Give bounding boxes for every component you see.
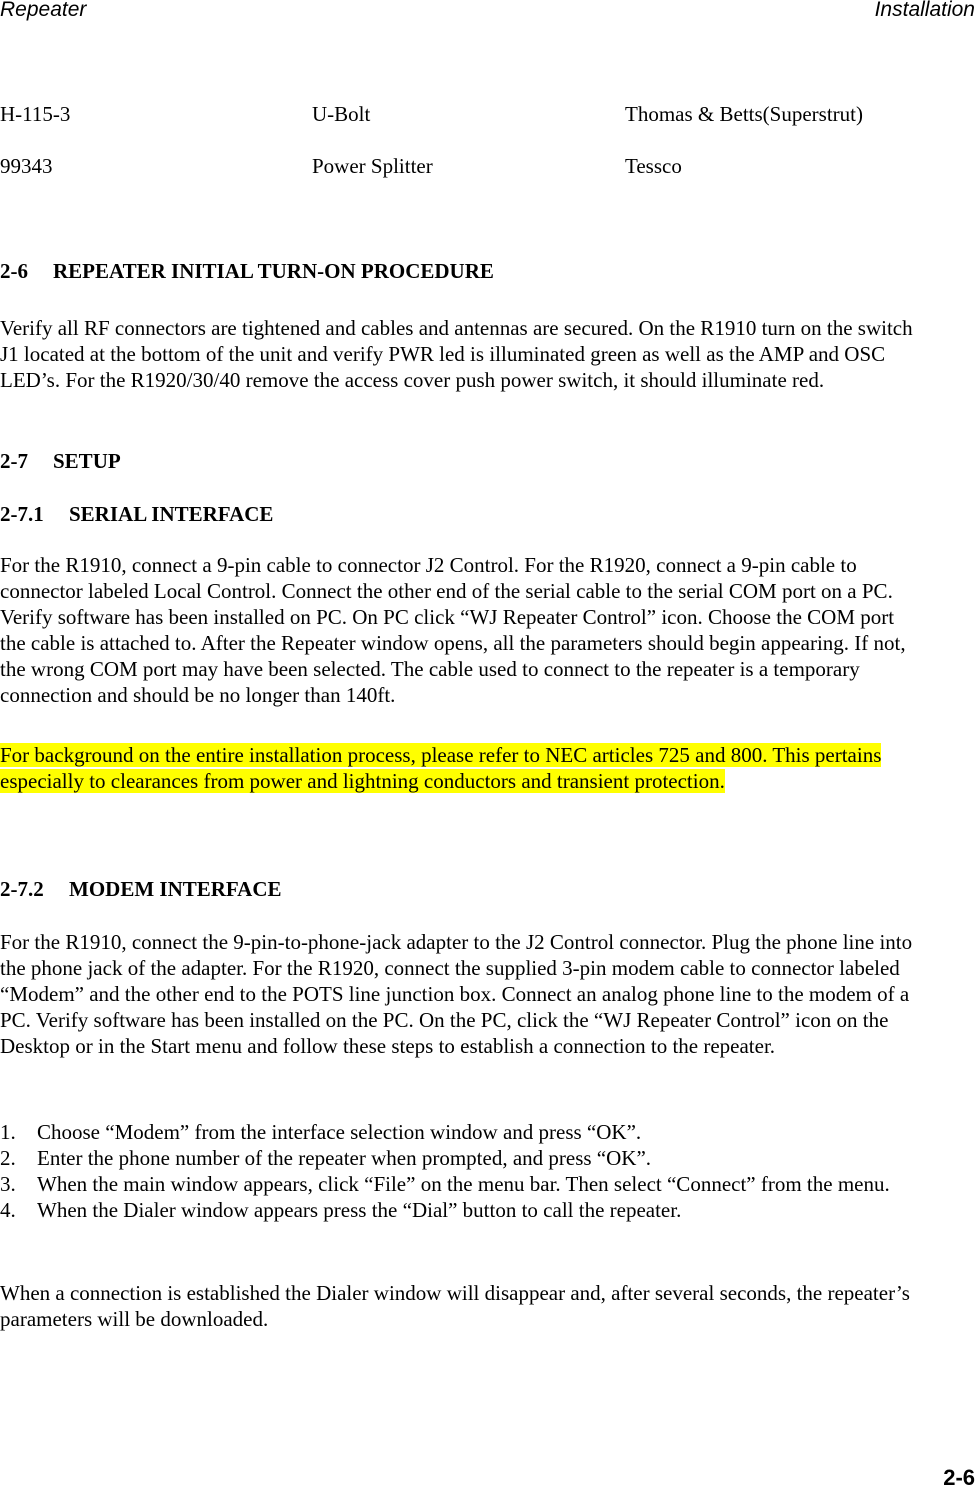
section-2-7-1-body: For the R1910, connect a 9-pin cable to connector J2 Control. For the R1920, connect a 9-pin cable to connector labeled Local Control. Connect the other end of the serial cable to the serial COM port on a PC. Verify software has been installed on PC. On PC click “WJ Repeater Control” icon. Choose the COM port the cable is attached to. After the Repeater window opens, all the parameters should begin appearing. If not, the wrong COM port may have been selected. The cable used to connect to the repeater is a temporary connection and should be no longer than 140ft. [0, 553, 906, 707]
parts-table [0, 101, 975, 205]
section-number: 2-7 [0, 449, 28, 473]
highlighted-note-text: For background on the entire installation process, please refer to NEC articles 725 and 800. This pertains especially to clearances from power and lightning conductors and transient protection. [0, 743, 882, 793]
page-number: 2-6 [943, 1465, 975, 1490]
step-number: 2. [0, 1146, 16, 1170]
step-text: When the main window appears, click “File” on the menu bar. Then select “Connect” from the menu. [37, 1172, 890, 1196]
part-description: U-Bolt [312, 102, 371, 126]
parts-row [0, 153, 975, 205]
part-description: Power Splitter [312, 154, 433, 178]
step-text: When the Dialer window appears press the “Dial” button to call the repeater. [37, 1198, 682, 1222]
section-title: MODEM INTERFACE [69, 877, 282, 901]
step-number: 4. [0, 1198, 16, 1222]
part-number: H-115-3 [0, 102, 71, 126]
step-number: 3. [0, 1172, 16, 1196]
list-item [0, 1145, 915, 1171]
section-title: SERIAL INTERFACE [69, 502, 274, 526]
part-vendor: Tessco [625, 154, 682, 178]
list-item [0, 1197, 915, 1223]
list-item [0, 1119, 915, 1145]
section-number: 2-6 [0, 259, 28, 283]
section-title: REPEATER INITIAL TURN-ON PROCEDURE [53, 259, 494, 283]
section-2-6-heading [0, 258, 915, 284]
section-2-7-heading [0, 448, 915, 474]
part-vendor: Thomas & Betts(Superstrut) [625, 102, 863, 126]
section-2-7-2-heading [0, 876, 915, 902]
nec-note [0, 742, 915, 794]
part-number: 99343 [0, 154, 53, 178]
section-2-7-2-body: For the R1910, connect the 9-pin-to-phone-jack adapter to the J2 Control connector. Plug the phone line into the phone jack of the adapter. For the R1920, connect the supplied 3-pin modem cable to connector labeled “Modem” and the other end to the POTS line junction box. Connect an analog phone line to the modem of a PC. Verify software has been installed on the PC. On the PC, click the “WJ Repeater Control” icon on the Desktop or in the Start menu and follow these steps to establish a connection to the repeater. [0, 930, 913, 1058]
closing-paragraph: When a connection is established the Dialer window will disappear and, after several seconds, the repeater’s parameters will be downloaded. [0, 1281, 910, 1331]
section-2-6-body: Verify all RF connectors are tightened and cables and antennas are secured. On the R1910 turn on the switch J1 located at the bottom of the unit and verify PWR led is illuminated green as well as the AMP and OSC LED’s. For the R1920/30/40 remove the access cover push power switch, it should illuminate red. [0, 316, 913, 392]
connection-steps-list [0, 1119, 915, 1223]
step-number: 1. [0, 1120, 16, 1144]
running-header-right: Installation [874, 0, 975, 21]
parts-row [0, 101, 975, 153]
section-number: 2-7.2 [0, 877, 44, 901]
section-number: 2-7.1 [0, 502, 44, 526]
section-2-7-1-heading [0, 501, 915, 527]
running-header-left: Repeater [0, 0, 87, 21]
section-title: SETUP [53, 449, 121, 473]
step-text: Choose “Modem” from the interface selection window and press “OK”. [37, 1120, 642, 1144]
step-text: Enter the phone number of the repeater when prompted, and press “OK”. [37, 1146, 652, 1170]
list-item [0, 1171, 915, 1197]
